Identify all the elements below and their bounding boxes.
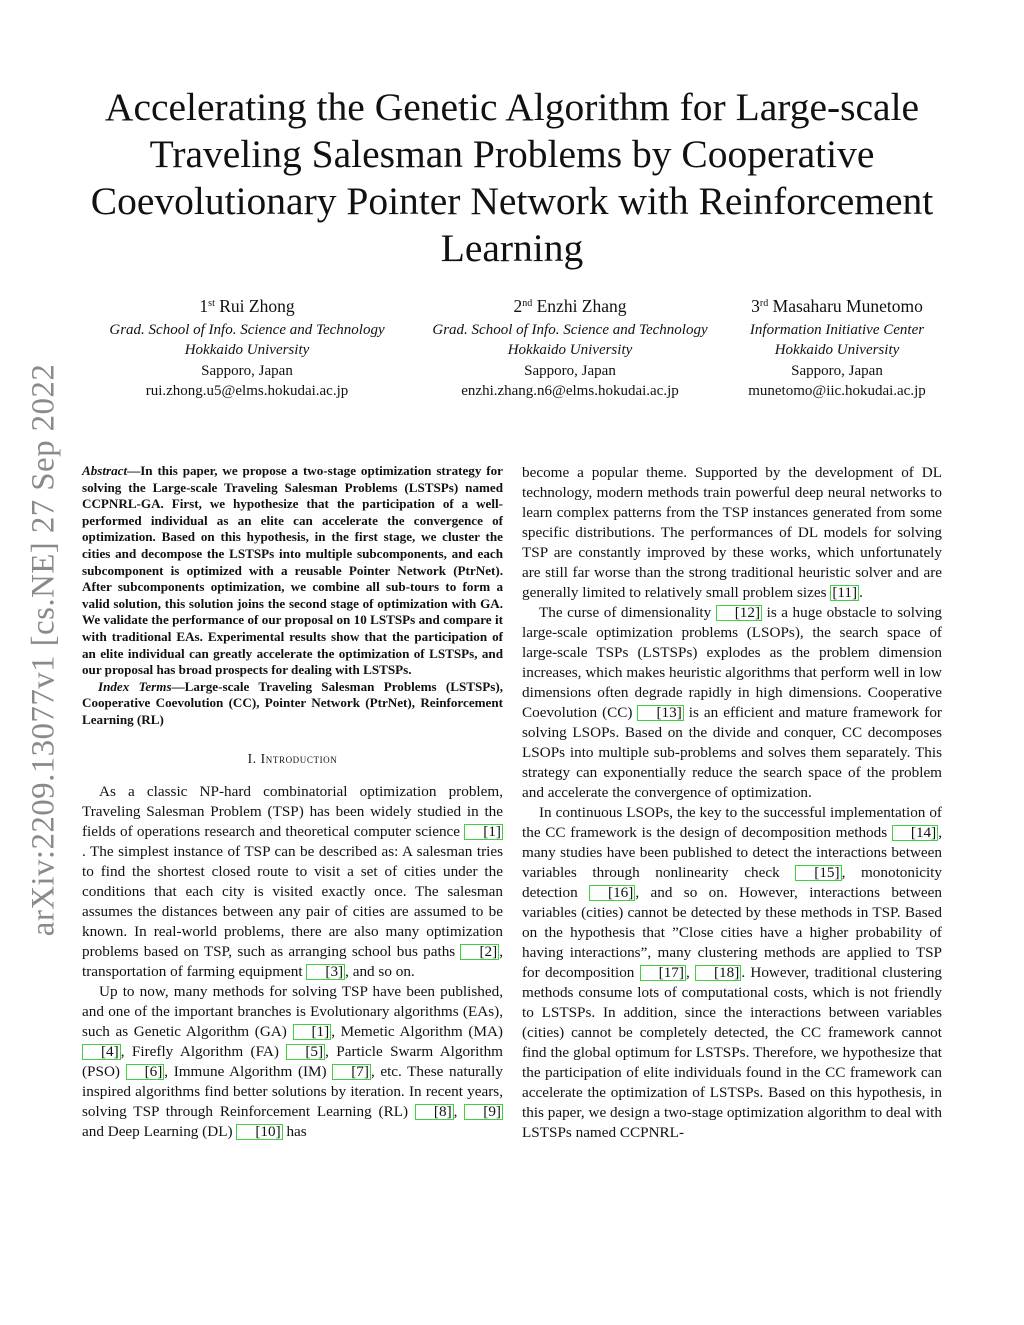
citation-link[interactable]: [9]: [464, 1104, 503, 1120]
author-block-1: [80, 294, 414, 402]
author-block-3: [728, 294, 946, 402]
abstract-text: —In this paper, we propose a two-stage optimization strategy for solving the Large-scale Traveling Salesman Problems (LSTSPs) named CCPNRL-GA. First, we hypothesize that the participation of a well-performed individual as an elite can accelerate the convergence of optimization. Based on this hypothesis, in the first stage, we cluster the cities and decompose the LSTSPs into multiple subcomponents, and each subcomponent is optimized with a reusable Pointer Network (PtrNet). After subcomponents optimization, we combine all sub-tours to form a valid solution, this solution joins the second stage of optimization with GA. We validate the performance of our proposal on 10 LSTSPs and compare it with traditional EAs. Experimental results show that the participation of an elite individual can greatly accelerate the optimization of LSTSPs, and our proposal has broad prospects for dealing with LSTSPs.: [82, 463, 503, 678]
left-column: [82, 463, 503, 1142]
author-name: 3rd Masaharu Munetomo: [751, 296, 923, 316]
author-name: 2nd Enzhi Zhang: [513, 296, 627, 316]
citation-link[interactable]: [12]: [716, 605, 762, 621]
body-paragraph: In continuous LSOPs, the key to the successful implementation of the CC framework is the design of decomposition methods [14] , many studies have been published to detect the interactions between variables through nonlinearity check [15] , monotonicity detection [16] , and so on. However, interactions between variables (cities) cannot be detected by these methods in TSP. Based on the hypothesis that ”Close cities have a higher probability of having interactions”, many clustering methods are applied to TSP for decomposition [17] , [18] . However, traditional clustering methods consume lots of computational costs, which is not friendly to LSTSPs. In addition, since the interactions between variables (cities) cannot be completely detected, the CC framework cannot find the global optimum for LSTSPs. Therefore, we hypothesize that the participation of elite individuals found in the CC framework can accelerate the optimization of LSTSPs. Based on this hypothesis, in this paper, we design a two-stage optimization algorithm to deal with LSTSPs named CCPNRL-: [522, 804, 943, 1141]
citation-link[interactable]: [11]: [832, 584, 858, 601]
left-body-text: [82, 782, 503, 1142]
right-column: [522, 463, 942, 1143]
paper-title: Accelerating the Genetic Algorithm for Large-scale Traveling Salesman Problems by Cooperative Coevolutionary Pointer Network with Reinforcement Learning: [90, 85, 934, 270]
index-terms-text: —Large-scale Traveling Salesman Problems (LSTSPs), Cooperative Coevolution (CC), Pointer Network (PtrNet), Reinforcement Learning (RL): [82, 678, 503, 727]
author-university: Hokkaido University: [184, 342, 310, 359]
body-paragraph: become a popular theme. Supported by the development of DL technology, modern methods train powerful deep neural networks to learn complex patterns from the TSP instances generated from some specific distributions. The performances of DL models for solving TSP are constantly improved by these works, which unfortunately are still far worse than the strong traditional heuristic solver and are generally limited to relatively small problem sizes [11] .: [522, 464, 942, 601]
body-paragraph: The curse of dimensionality [12] is a huge obstacle to solving large-scale optimization problems (LSOPs), the search space of large-scale TSPs (LSTSPs) explodes as the problem dimension increases, which makes heuristic algorithms that perform well in low dimensions often degrade rapidly in high dimensions. Cooperative Coevolution (CC) [13] is an efficient and mature framework for solving LSOPs. Based on the divide and conquer, CC decomposes LSOPs into multiple sub-problems and solves them separately. This strategy can exponentially reduce the search space of the problem and accelerate the convergence of optimization.: [522, 604, 942, 801]
citation-link[interactable]: [8]: [415, 1104, 454, 1120]
citation-link[interactable]: [10]: [236, 1124, 282, 1140]
author-university: Hokkaido University: [507, 342, 633, 359]
citation-link[interactable]: [5]: [286, 1044, 325, 1060]
citation-link[interactable]: [2]: [460, 944, 499, 960]
author-location: Sapporo, Japan: [791, 362, 883, 379]
author-block-2: [410, 294, 730, 402]
citation-link[interactable]: [17]: [640, 965, 686, 981]
citation-link[interactable]: [1]: [464, 824, 503, 840]
citation-link[interactable]: [16]: [589, 885, 635, 901]
citation-link[interactable]: [7]: [332, 1064, 371, 1080]
author-location: Sapporo, Japan: [524, 362, 616, 379]
author-university: Hokkaido University: [774, 342, 900, 359]
citation-link[interactable]: [6]: [126, 1064, 165, 1080]
citation-link[interactable]: [4]: [82, 1044, 121, 1060]
citation-link[interactable]: [14]: [892, 825, 938, 841]
author-affiliation: Grad. School of Info. Science and Technology: [432, 321, 708, 338]
arxiv-identifier-text: arXiv:2209.13077v1 [cs.NE] 27 Sep 2022: [25, 363, 62, 937]
citation-link[interactable]: [1]: [293, 1024, 332, 1040]
index-terms: [82, 679, 503, 729]
abstract: [82, 463, 503, 679]
author-affiliation: Grad. School of Info. Science and Technology: [109, 321, 385, 338]
right-body-text: [522, 463, 942, 1143]
author-email: munetomo@iic.hokudai.ac.jp: [748, 383, 926, 400]
abstract-label: Abstract: [82, 463, 128, 478]
section-heading: I. Introduction: [247, 750, 338, 766]
author-email: rui.zhong.u5@elms.hokudai.ac.jp: [145, 383, 349, 400]
body-paragraph: Up to now, many methods for solving TSP have been published, and one of the important branches is Evolutionary algorithms (EAs), such as Genetic Algorithm (GA) [1] , Memetic Algorithm (MA) [4] , Firefly Algorithm (FA) [5] , Particle Swarm Algorithm (PSO) [6] , Immune Algorithm (IM) [7] , etc. These naturally inspired algorithms find better solutions by iteration. In recent years, solving TSP through Reinforcement Learning (RL) [8] , [9] and Deep Learning (DL) [10] has: [82, 982, 503, 1140]
arxiv-identifier-stamp: [14, 355, 74, 945]
author-email: enzhi.zhang.n6@elms.hokudai.ac.jp: [461, 383, 679, 400]
author-affiliation: Information Initiative Center: [749, 321, 925, 338]
citation-link[interactable]: [18]: [695, 965, 741, 981]
author-location: Sapporo, Japan: [201, 362, 293, 379]
body-paragraph: As a classic NP-hard combinatorial optimization problem, Traveling Salesman Problem (TSP) has been widely studied in the fields of operations research and theoretical computer science [1]. The simplest instance of TSP can be described as: A salesman tries to find the shortest closed route to visit a set of cities under the conditions that each city is visited exactly once. The salesman assumes the distances between any pair of cities are assumed to be known. In real-world problems, there are also many optimization problems based on TSP, such as arranging school bus paths [2] , transportation of farming equipment [3] , and so on.: [82, 782, 503, 980]
author-name: 1st Rui Zhong: [199, 296, 295, 316]
citation-link[interactable]: [3]: [306, 964, 345, 980]
citation-link[interactable]: [15]: [795, 865, 841, 881]
index-terms-label: Index Terms: [98, 678, 172, 694]
citation-link[interactable]: [13]: [637, 705, 683, 721]
